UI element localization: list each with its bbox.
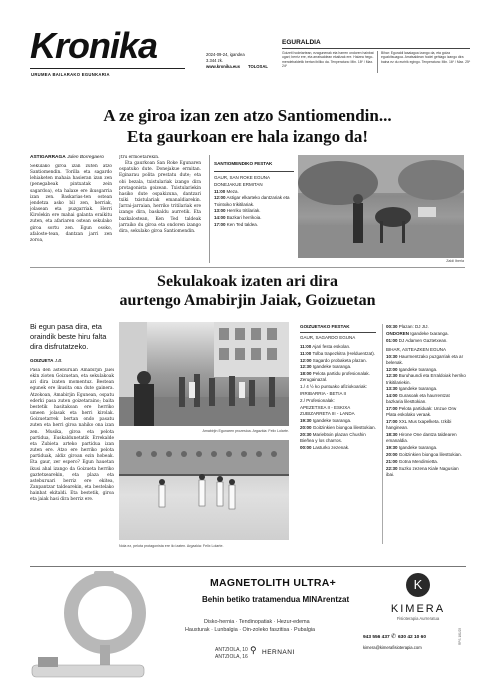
story2-program-text: DJ Adamen Gaztetxean. [398,337,448,343]
masthead-rule [30,68,185,69]
story2-program-item [386,466,466,478]
story2-program-time: 14:00 [386,393,398,399]
ad-email[interactable]: kimera@kimerafisioterapia.com [363,645,422,650]
story2-program-text: ZUBIZARRETA III - LANDA [300,411,355,417]
story2-program-item [386,406,466,418]
story2-program-text: Ajari festa eskolan. [312,344,351,349]
story2-headline-line1[interactable]: Sekulakoak izaten ari dira [157,273,338,290]
story2-lead: Bi egun pasa dira, eta oraindik beste hiru falta dira disfrutatzeko. [30,322,107,351]
story2-program-text: Tolba trapezkitra (Helduentzat). [312,350,375,356]
story2-program-item [300,425,380,431]
story1-program-item [214,208,295,214]
story2-photo2-caption: Nola ez, pelota protagonista ere ilo izaten. Argazkia: Felix Lolarte. [119,544,224,548]
issue-number: 3.344 zk. [206,58,223,63]
story2-program-item [386,354,466,366]
story2-photo2[interactable] [119,440,289,540]
issue-date: 2024-09-24, igandea [206,52,245,57]
story2-program-text: Gotna Mendimietta. [398,458,439,464]
story2-program-text: Suzko zezena Kiale Nagusian ibai. [386,465,459,477]
story2-program-list-left [300,344,380,452]
weather-label: EGURALDIA [282,39,321,46]
device-illustration [30,569,150,683]
story2-program-time: 12:30 [386,373,398,379]
story2-program-text: Igandeke txaranga. [398,366,438,372]
story2-program-time: 11:00 [300,344,312,349]
story2-program-time: 20:30 [300,431,312,437]
story2-photo2-figures [119,440,289,540]
story1-box-sub2: DONEJAKUE ERMITAN [214,181,263,187]
story2-box-title: GOIZUETAKO FESTAK [300,324,350,329]
story2-program-time: 20:00 [300,424,312,430]
story2-program-text: Goitzinkien biongoa lilesttokian. [398,451,462,457]
story2-program-item [386,373,466,385]
story1-program-time: 11:00 [214,188,226,194]
story2-program-text: Lasturko zezenak. [312,444,350,450]
ad-product: MAGNETOLITH ULTRA+ [210,577,337,589]
story2-program-text: Haurmentzako puzgarriak eta ar belenak. [386,353,464,365]
story2-program-text: 2./ Profesionalak: [300,397,335,403]
story1-program-time: 14:00 [214,215,226,221]
weather-divider [377,51,378,73]
story2-program-text: Igandeke txaranga. [312,418,352,424]
story1-box-sub1: GAUR, SAN ROKE EGUNA [214,175,271,180]
story2-program-heading-text: BIHAR, ASTEAZKEN EGUNA [386,346,447,352]
masthead [30,26,470,80]
ad-phone-1[interactable]: 943 556 437 [363,635,390,640]
story2-byline [30,358,63,363]
story1-program-list [214,189,295,229]
location-pin-icon: ⚲ [250,646,257,656]
kimera-logo-icon: K [406,573,430,597]
story2-program-text: Sagardo probaketa plazan. [312,357,367,363]
logo[interactable]: Kronika [30,25,158,66]
story2-program-text: Plazan: DJ JIJ. [398,324,429,329]
story2-program-item [386,452,466,458]
story2-program-time: 18:00 [300,371,312,377]
story2-photo1[interactable] [119,322,289,426]
story2-program-item [386,324,466,330]
ad-address-2: ANTZIOLA, 16 [215,654,248,660]
story2-program-item [300,371,380,383]
story2-program-text: XXL Mus txapelketa. Izkibi hanginean. [386,419,452,431]
story2-box-divider [382,324,383,544]
story2-program-item [386,445,466,451]
story1-col2a-text: Jtru ermoetarekin. [119,155,160,160]
story1-headline-line1[interactable]: A ze giroa izan zen atzo Santiomendin... [103,106,392,125]
story2-program-time: 13:30 [386,386,398,392]
story2-byline-author: J.B. [54,358,63,363]
ad-city: HERNANI [262,649,295,656]
story2-program-text: Igandeke txaranga. [410,330,449,336]
story2-program-time: 10:30 [386,353,398,359]
ad-brand-sub: Fisioterapia Aurreratua [396,616,440,621]
whatsapp-icon: ✆ [391,633,397,640]
story2-program-time: 21:00 [386,458,398,464]
weather-tomorrow: Bihar: Eguraldi lasaiagoa izango da, eta goiza eguzkitsuagoa. Arratsaldean hodei gehiago izango dira baina ez du euririk egingo. Tenperatura: Min. 16º / Max. 25º [381,51,471,64]
story2-box-sub: GAUR, SAGARDO EGUNA [300,335,356,340]
story2-program-text: Goitzinkien biongoa lilesttokian. [312,424,376,430]
story2-program-item [300,391,380,397]
ad-services-1: Disko-hernia · Tendinopatiak · Hezur-edema [204,619,310,625]
weather-today: Goizeti hodeiartean, ezagunenak eta harren ondoren hainbat ugari; berriz ere, eta arratsaldean ekaitzak ere. Haizea hego-mendebaldetik bertan ibiliko da. Tenperatura: Min. 18º / Max. 24º [282,51,374,68]
story1-program-item [214,189,295,195]
story1-column2 [119,155,201,265]
story2-program-text: Gurasoak eta haurrentzat bazkaria lilesttokian. [386,393,450,405]
story1-program-text: Meza. [226,188,239,194]
story1-program-item [214,195,295,207]
story1-program-box [209,155,295,263]
story2-top-rule [30,267,465,268]
story2-program-item [300,432,380,444]
ad-address-1: ANTZIOLA, 10 [215,647,248,653]
story2-program-time: 19:30 [386,445,398,451]
story2-program-item [386,459,466,465]
weather-rule [282,48,470,49]
story1-program-time: 13:00 [214,208,226,214]
ad-services-2: Hausturak · Lunbalgia · Oin-zoleko faszitisa · Pubalgia [185,627,316,633]
story2-program-item [386,419,466,431]
story2-program-item [300,358,380,364]
story2-program-box [296,322,466,552]
story2-program-list-right [386,324,466,479]
story2-program-item [300,398,380,404]
story2-byline-place: GOIZUETA [30,358,54,363]
story1-program-item [214,215,295,221]
story1-col2b-text: Eta gaurkoan San Roke Egunaren ospatuko dute. Donejakue ermitan. Eginarau polita prestatu dute; eta obi bezala, txistulariak izango dira protagonista goizean. Txistulariekin hasiko dute ospakizuna, dantzari txiki txistulariak emanaldiarekin. Jarrai-jarraian, herriko tritilariak ere izango dira, baskaldu aurretik. Eta bazkalostean, Ken Ted taldeak jarraiko du giroa eta ondoren izango dira, sekulako giroa Santiomendin. [119,161,201,234]
story2-program-text: Pelota partiduak: Unzue Orw Plata eskolako veraak. [386,406,457,418]
story2-program-text: Mariebtxin plazan Chushin Bieñea y los charros. [300,431,366,443]
story2-program-item [300,364,380,370]
story2-program-item [300,445,380,451]
story2-program-time: ONDOREN [386,330,410,336]
story2-program-text: APEZETXEA II - ESKIXA [300,404,351,410]
story2-program-time: 00:00 [300,444,312,450]
story2-program-time: 18:30 [386,432,398,438]
story1-box-rule [214,171,294,172]
story2-program-time: 17:00 [386,406,398,412]
story1-headline-line2[interactable]: Eta gaurkoan ere hala izango da! [126,127,368,146]
story1-program-text: Bazkari herrikoia. [226,215,262,221]
story2-program-item [386,432,466,444]
story2-program-text: IRRIBARRIA - BETIA II [300,390,347,396]
story2-program-item [386,338,466,344]
story2-box-rule [300,332,376,333]
story2-photo1-figures [119,322,289,426]
ad-brand: KIMERA [390,603,446,615]
story1-column1 [30,164,112,264]
story2-program-time: 12:00 [386,366,398,372]
story2-headline-line2[interactable]: aurtengo Amabirjin Jaiak, Goizuetan [119,292,376,309]
story2-program-item [386,386,466,392]
story2-program-time: 19:30 [300,418,312,424]
story1-program-text: Astigar elkarteko dantzariak eta Txintxiko trikitilariak. [214,195,290,207]
story2-program-item [300,351,380,357]
story2-program-time: 12:30 [300,364,312,370]
story2-program-time: 12:00 [300,357,312,363]
story1-byline [30,155,104,160]
story2-program-text: Buruhaundi eta Erraldoiak herriko trikitilariekin. [386,373,466,385]
publisher: TOLOSAL [248,64,268,69]
story2-program-time: 11:00 [300,350,312,356]
story2-body [30,368,114,554]
story1-byline-author: Julen Borregaero [67,155,104,160]
story2-program-text: Igandeke txaranga. [398,445,438,451]
website[interactable]: www.kronika.eus [206,64,241,69]
ad-tagline: Behin betiko tratamendua MINArentzat [202,595,350,604]
story1-photo-caption: Zaldi Iberia [446,259,464,263]
story1-program-time: 12:00 [214,195,226,201]
story2-program-text: Hirone One dantza taldearen emanaldia. [386,432,457,444]
story2-program-time: 01:00 [386,337,398,343]
advertisement[interactable] [30,566,466,684]
story2-program-text: 1./ 4 ½ ko puntuako afiziokoariak: [300,384,368,390]
story2-program-time: 00:30 [386,324,398,329]
story1-byline-place: ASTIGARRAGA [30,155,66,160]
ad-phone-2[interactable]: 630 42 10 60 [398,635,427,640]
story2-program-item [300,344,380,350]
story2-program-text: Pelota partidu profesionalak. Zerugainazal. [300,371,370,383]
story2-program-item [386,367,466,373]
story2-photo1-caption: Amabirjin Egunaren prozesioa. Argazkia: Felix Lolarte. [202,429,289,433]
story2-program-item [386,331,466,337]
story2-program-item [300,405,380,411]
story1-box-title: SANTIOMENDIKO FESTAK [214,161,273,166]
story2-program-item [300,418,380,424]
masthead-subtitle: URUMEA BAILARAKO EGUNKARIA [31,72,110,77]
story1-program-text: Ken Ted taldea. [226,221,258,227]
story1-program-time: 17:00 [214,221,226,227]
story2-program-heading [386,347,466,353]
story2-program-time: 22:30 [386,465,398,471]
story1-program-text: Herriko tritilariak. [226,208,261,214]
story2-program-time: 20:00 [386,451,398,457]
story2-program-text: Igandeke txaranga. [398,386,438,392]
story2-program-item [386,393,466,405]
story1-col1-text: Sekulako giroa izan zuten atzo Santiomendin. Torilla eta sagardo lehiaketen mahaia hasieran izan zen (penegabeak pintxatak zein sagardoa), eta halaxe ere ikusgarria izan zen. Baskarias-ten ostean jendetza asko bil zen, herriak, jolasean eta puzgarriak. Herri Kirolekin ere mahai galanta eraikitu zuten, eta afariaren ostean sekulako giroa sortu zen. Egun osoko, afaloste-tean, dantzan jarri zen zoroa, [30,164,112,243]
story2-program-item [300,384,380,390]
story1-photo[interactable] [298,155,464,258]
story1-program-item [214,222,295,228]
story1-photo-figures [298,155,464,258]
story2-program-time: 17:00 [386,419,398,425]
ad-reference: RPS 181/25 [458,627,462,645]
story2-program-text: Igandeke txaranga. [312,364,352,370]
story2-program-item [300,411,380,417]
story2-body-text: Pasa den asteburuan Amabirjin Jaiei ekin zioten Goizuetan, eta sekulakoak ari dira izaten momentuz. Bestean egunek ere ikusita ona dute gainera. Atzokoan, Amabirjin Egunean, ospatu ederki pasa zuten goizetaraino; baita bestetik hasitakoan ere herriko umeen jolasak eta herri kirolak. Goizuetarrek bertan ondo pasatu zuten eta herri giroa nahiko ona izan zen. Musika, giroa eta pelota partidua, Euskaldunetatik Errekalde eta Zubieta arteko partidua izan zuten ere. Atzo ere herriko pelota partiduak, aldiz giroan ezin hobeak. Eta gaur, zer espero? Egun hauetan ikusi ahal izango da Goizueta herriko gaztetxearekin, eta plaza eta asteburuari berriz ere ekitea, Zanpantzar taldearekin, eta bestelako hainbat ekitaldi. Eta bestetik, giroa eta jaiak hasi dira berriz ere. [30,368,114,503]
